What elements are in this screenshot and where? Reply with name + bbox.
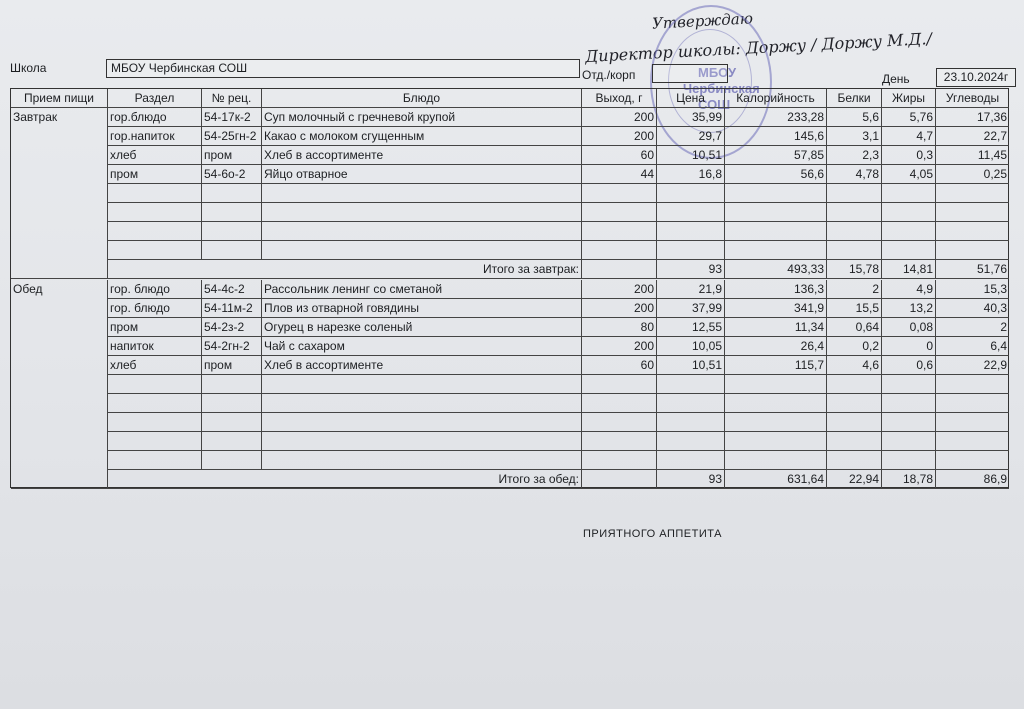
stamp-text-sub2: СОШ <box>698 97 731 112</box>
table-cell: 10,05 <box>656 337 724 356</box>
table-cell: 60 <box>581 356 656 375</box>
table-cell: гор. блюдо <box>107 280 201 299</box>
empty-cell <box>107 432 201 451</box>
approval-signature: Директор школы: Доржу / Доржу М.Д./ <box>584 28 933 67</box>
table-cell: 0,64 <box>826 318 881 337</box>
table-cell: 26,4 <box>724 337 826 356</box>
empty-cell <box>724 413 826 432</box>
empty-cell <box>826 241 881 260</box>
table-cell: 5,76 <box>881 108 935 127</box>
lunch-empty-row <box>11 413 1008 432</box>
menu-table <box>10 88 1009 488</box>
breakfast-empty-row <box>11 241 1008 260</box>
empty-cell <box>261 451 581 470</box>
empty-cell <box>826 184 881 203</box>
total-cell: 51,76 <box>935 260 1009 279</box>
column-header: Калорийность <box>724 89 826 108</box>
empty-cell <box>724 184 826 203</box>
column-header: Цена <box>656 89 724 108</box>
empty-cell <box>881 451 935 470</box>
table-cell: Какао с молоком сгущенным <box>261 127 581 146</box>
empty-cell <box>261 203 581 222</box>
column-header: Прием пищи <box>11 89 107 108</box>
table-cell: 15,3 <box>935 280 1009 299</box>
footer-text: ПРИЯТНОГО АППЕТИТА <box>583 528 722 540</box>
table-cell: гор.блюдо <box>107 108 201 127</box>
empty-cell <box>261 222 581 241</box>
total-cell: 86,9 <box>935 470 1009 489</box>
table-cell: 3,1 <box>826 127 881 146</box>
total-cell: 22,94 <box>826 470 881 489</box>
total-cell <box>581 470 656 489</box>
table-cell: 200 <box>581 127 656 146</box>
empty-cell <box>826 394 881 413</box>
table-cell: 54-2з-2 <box>201 318 261 337</box>
dept-label: Отд./корп <box>582 68 636 82</box>
empty-cell <box>201 375 261 394</box>
empty-cell <box>724 203 826 222</box>
table-cell: 17,36 <box>935 108 1009 127</box>
empty-cell <box>656 222 724 241</box>
lunch-empty-row <box>11 432 1008 451</box>
table-cell: 54-2гн-2 <box>201 337 261 356</box>
lunch-empty-row <box>11 451 1008 470</box>
table-cell: хлеб <box>107 146 201 165</box>
table-cell: 200 <box>581 108 656 127</box>
table-cell: 4,05 <box>881 165 935 184</box>
approval-title: Утверждаю <box>651 9 754 33</box>
empty-cell <box>656 394 724 413</box>
empty-cell <box>261 241 581 260</box>
empty-cell <box>261 394 581 413</box>
empty-cell <box>826 375 881 394</box>
day-label: День <box>882 72 910 86</box>
table-cell: Чай с сахаром <box>261 337 581 356</box>
empty-cell <box>107 184 201 203</box>
empty-cell <box>826 413 881 432</box>
lunch-empty-row <box>11 375 1008 394</box>
empty-cell <box>201 203 261 222</box>
total-cell: 18,78 <box>881 470 935 489</box>
empty-cell <box>656 184 724 203</box>
table-header-row <box>11 89 1008 108</box>
empty-cell <box>107 451 201 470</box>
breakfast-row <box>11 127 1008 146</box>
breakfast-empty-row <box>11 203 1008 222</box>
table-cell: Суп молочный с гречневой крупой <box>261 108 581 127</box>
lunch-meal-label: Обед <box>11 280 107 489</box>
breakfast-row <box>11 165 1008 184</box>
table-cell: 22,7 <box>935 127 1009 146</box>
table-cell: 341,9 <box>724 299 826 318</box>
empty-cell <box>935 432 1009 451</box>
empty-cell <box>581 432 656 451</box>
empty-cell <box>881 413 935 432</box>
empty-cell <box>261 184 581 203</box>
empty-cell <box>826 203 881 222</box>
table-cell: Огурец в нарезке соленый <box>261 318 581 337</box>
table-cell: хлеб <box>107 356 201 375</box>
table-cell: 5,6 <box>826 108 881 127</box>
breakfast-total-label: Итого за завтрак: <box>107 260 581 279</box>
table-cell: 54-6о-2 <box>201 165 261 184</box>
empty-cell <box>881 222 935 241</box>
empty-cell <box>656 241 724 260</box>
empty-cell <box>724 241 826 260</box>
table-cell: Рассольник ленинг со сметаной <box>261 280 581 299</box>
empty-cell <box>581 451 656 470</box>
empty-cell <box>581 184 656 203</box>
empty-cell <box>724 451 826 470</box>
total-cell: 15,78 <box>826 260 881 279</box>
empty-cell <box>201 432 261 451</box>
empty-cell <box>656 451 724 470</box>
table-cell: 44 <box>581 165 656 184</box>
table-cell: Хлеб в ассортименте <box>261 146 581 165</box>
lunch-total-label: Итого за обед: <box>107 470 581 489</box>
table-cell: 57,85 <box>724 146 826 165</box>
empty-cell <box>261 375 581 394</box>
empty-cell <box>881 241 935 260</box>
table-cell: напиток <box>107 337 201 356</box>
day-field: 23.10.2024г <box>936 68 1016 87</box>
empty-cell <box>581 375 656 394</box>
table-cell: 13,2 <box>881 299 935 318</box>
table-cell: 0,2 <box>826 337 881 356</box>
empty-cell <box>107 222 201 241</box>
empty-cell <box>656 413 724 432</box>
empty-cell <box>581 241 656 260</box>
lunch-row <box>11 337 1008 356</box>
total-cell: 14,81 <box>881 260 935 279</box>
table-cell: 2 <box>935 318 1009 337</box>
empty-cell <box>724 222 826 241</box>
school-label: Школа <box>10 61 47 75</box>
empty-cell <box>935 184 1009 203</box>
table-cell: 0,25 <box>935 165 1009 184</box>
empty-cell <box>881 432 935 451</box>
empty-cell <box>107 413 201 432</box>
table-cell: 54-11м-2 <box>201 299 261 318</box>
table-cell: 115,7 <box>724 356 826 375</box>
table-cell: 80 <box>581 318 656 337</box>
lunch-row <box>11 356 1008 375</box>
table-cell: 4,6 <box>826 356 881 375</box>
empty-cell <box>881 394 935 413</box>
column-header: Блюдо <box>261 89 581 108</box>
empty-cell <box>581 394 656 413</box>
breakfast-row <box>11 146 1008 165</box>
table-cell: 6,4 <box>935 337 1009 356</box>
table-cell: 0,6 <box>881 356 935 375</box>
empty-cell <box>724 394 826 413</box>
column-header: Раздел <box>107 89 201 108</box>
lunch-row <box>11 318 1008 337</box>
empty-cell <box>656 375 724 394</box>
column-header: № рец. <box>201 89 261 108</box>
breakfast-empty-row <box>11 184 1008 203</box>
empty-cell <box>201 394 261 413</box>
empty-cell <box>201 241 261 260</box>
empty-cell <box>107 375 201 394</box>
empty-cell <box>107 394 201 413</box>
empty-cell <box>581 413 656 432</box>
table-cell: 15,5 <box>826 299 881 318</box>
table-cell: 37,99 <box>656 299 724 318</box>
empty-cell <box>935 203 1009 222</box>
empty-cell <box>261 413 581 432</box>
table-cell: 4,9 <box>881 280 935 299</box>
table-cell: 4,7 <box>881 127 935 146</box>
empty-cell <box>935 222 1009 241</box>
table-cell: пром <box>201 146 261 165</box>
total-cell: 493,33 <box>724 260 826 279</box>
empty-cell <box>826 451 881 470</box>
empty-cell <box>656 203 724 222</box>
breakfast-empty-row <box>11 222 1008 241</box>
empty-cell <box>261 432 581 451</box>
lunch-row <box>11 299 1008 318</box>
empty-cell <box>881 184 935 203</box>
table-cell: Хлеб в ассортименте <box>261 356 581 375</box>
column-header: Углеводы <box>935 89 1009 108</box>
column-header: Выход, г <box>581 89 656 108</box>
table-cell: 0,08 <box>881 318 935 337</box>
table-cell: 0,3 <box>881 146 935 165</box>
empty-cell <box>581 222 656 241</box>
stamp-text-main: МБОУ <box>698 65 737 80</box>
empty-cell <box>201 184 261 203</box>
total-cell: 93 <box>656 260 724 279</box>
empty-cell <box>935 413 1009 432</box>
empty-cell <box>724 375 826 394</box>
table-cell: 136,3 <box>724 280 826 299</box>
table-cell: 0 <box>881 337 935 356</box>
table-cell: 233,28 <box>724 108 826 127</box>
table-cell: 2 <box>826 280 881 299</box>
table-cell: 2,3 <box>826 146 881 165</box>
table-cell: пром <box>107 165 201 184</box>
table-cell: 29,7 <box>656 127 724 146</box>
table-cell: 10,51 <box>656 356 724 375</box>
table-cell: 200 <box>581 280 656 299</box>
table-cell: 11,45 <box>935 146 1009 165</box>
table-cell: 4,78 <box>826 165 881 184</box>
breakfast-meal-label: Завтрак <box>11 108 107 279</box>
table-cell: гор.напиток <box>107 127 201 146</box>
table-cell: 10,51 <box>656 146 724 165</box>
column-header: Белки <box>826 89 881 108</box>
empty-cell <box>881 203 935 222</box>
empty-cell <box>107 241 201 260</box>
empty-cell <box>826 222 881 241</box>
breakfast-row <box>11 108 1008 127</box>
table-cell: 145,6 <box>724 127 826 146</box>
empty-cell <box>201 222 261 241</box>
table-cell: 54-25гн-2 <box>201 127 261 146</box>
total-cell: 631,64 <box>724 470 826 489</box>
table-cell: пром <box>107 318 201 337</box>
empty-cell <box>107 203 201 222</box>
table-cell: 11,34 <box>724 318 826 337</box>
table-cell: 54-4с-2 <box>201 280 261 299</box>
empty-cell <box>935 375 1009 394</box>
table-cell: 56,6 <box>724 165 826 184</box>
table-cell: 35,99 <box>656 108 724 127</box>
table-cell: 200 <box>581 299 656 318</box>
table-cell: Плов из отварной говядины <box>261 299 581 318</box>
table-cell: пром <box>201 356 261 375</box>
lunch-row <box>11 280 1008 299</box>
empty-cell <box>581 203 656 222</box>
empty-cell <box>881 375 935 394</box>
empty-cell <box>724 432 826 451</box>
table-cell: 200 <box>581 337 656 356</box>
empty-cell <box>201 413 261 432</box>
empty-cell <box>935 394 1009 413</box>
table-cell: 54-17к-2 <box>201 108 261 127</box>
column-header: Жиры <box>881 89 935 108</box>
table-cell: Яйцо отварное <box>261 165 581 184</box>
total-cell <box>581 260 656 279</box>
school-name-field: МБОУ Чербинская СОШ <box>106 59 580 78</box>
table-cell: 60 <box>581 146 656 165</box>
table-cell: 21,9 <box>656 280 724 299</box>
empty-cell <box>826 432 881 451</box>
table-cell: 16,8 <box>656 165 724 184</box>
breakfast-total-row <box>11 260 1008 279</box>
empty-cell <box>201 451 261 470</box>
total-cell: 93 <box>656 470 724 489</box>
stamp-text-sub: Чербинская <box>683 81 760 96</box>
dept-field <box>652 64 728 83</box>
empty-cell <box>935 451 1009 470</box>
table-cell: 22,9 <box>935 356 1009 375</box>
table-cell: 12,55 <box>656 318 724 337</box>
lunch-total-row <box>11 470 1008 489</box>
empty-cell <box>656 432 724 451</box>
table-cell: 40,3 <box>935 299 1009 318</box>
lunch-empty-row <box>11 394 1008 413</box>
table-cell: гор. блюдо <box>107 299 201 318</box>
empty-cell <box>935 241 1009 260</box>
